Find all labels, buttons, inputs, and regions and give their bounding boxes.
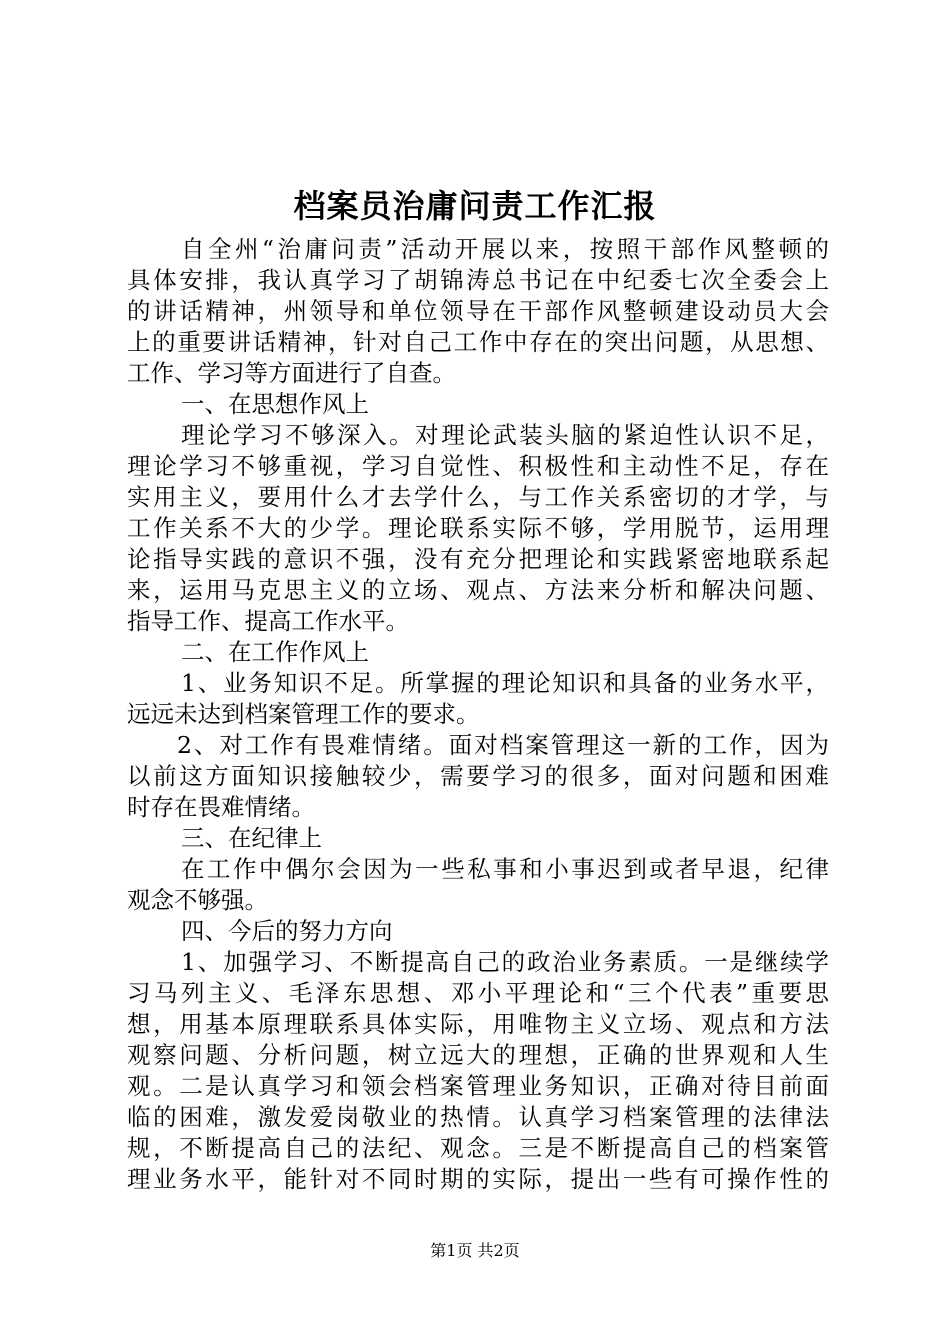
- text-line: 在工作中偶尔会因为一些私事和小事迟到或者早退，纪律: [181, 855, 829, 883]
- text-line: 1、加强学习、不断提高自己的政治业务素质。一是继续学: [181, 948, 829, 976]
- document-title: 档案员治庸问责工作汇报: [293, 187, 657, 225]
- text-line: 理论学习不够重视，学习自觉性、积极性和主动性不足，存在: [127, 452, 829, 480]
- text-line: 自全州“治庸问责”活动开展以来，按照干部作风整顿的: [181, 235, 829, 263]
- text-line: 远远未达到档案管理工作的要求。: [127, 700, 480, 728]
- text-line: 观察问题、分析问题，树立远大的理想，正确的世界观和人生: [127, 1041, 829, 1069]
- text-line: 理论学习不够深入。对理论武装头脑的紧迫性认识不足，: [181, 421, 829, 449]
- text-line: 习马列主义、毛泽东思想、邓小平理论和“三个代表”重要思: [127, 979, 829, 1007]
- text-line: 论指导实践的意识不强，没有充分把理论和实践紧密地联系起: [127, 545, 829, 573]
- text-line: 以前这方面知识接触较少，需要学习的很多，面对问题和困难: [127, 762, 829, 790]
- text-line: 的讲话精神，州领导和单位领导在干部作风整顿建设动员大会: [127, 297, 829, 325]
- section-heading: 四、今后的努力方向: [181, 917, 393, 945]
- text-line: 指导工作、提高工作水平。: [127, 607, 409, 635]
- text-line: 理业务水平，能针对不同时期的实际，提出一些有可操作性的: [127, 1165, 829, 1193]
- text-line: 临的困难，激发爱岗敬业的热情。认真学习档案管理的法律法: [127, 1103, 829, 1131]
- document-body: [127, 234, 829, 1195]
- section-heading: 三、在纪律上: [181, 824, 322, 852]
- section-heading: 二、在工作作风上: [181, 638, 369, 666]
- section-heading: 一、在思想作风上: [181, 390, 369, 418]
- text-line: 观念不够强。: [127, 886, 268, 914]
- page-footer: 第1页 共2页: [430, 1241, 520, 1260]
- text-line: 工作关系不大的少学。理论联系实际不够，学用脱节，运用理: [127, 514, 829, 542]
- text-line: 1、业务知识不足。所掌握的理论知识和具备的业务水平，: [181, 669, 829, 697]
- text-line: 工作、学习等方面进行了自查。: [127, 359, 456, 387]
- text-line: 想，用基本原理联系具体实际，用唯物主义立场、观点和方法: [127, 1010, 829, 1038]
- text-line: 观。二是认真学习和领会档案管理业务知识，正确对待目前面: [127, 1072, 829, 1100]
- text-line: 来，运用马克思主义的立场、观点、方法来分析和解决问题、: [127, 576, 829, 604]
- text-line: 规，不断提高自己的法纪、观念。三是不断提高自己的档案管: [127, 1134, 829, 1162]
- text-line: 具体安排，我认真学习了胡锦涛总书记在中纪委七次全委会上: [127, 266, 829, 294]
- text-line: 实用主义，要用什么才去学什么，与工作关系密切的才学，与: [127, 483, 829, 511]
- text-line: 2、对工作有畏难情绪。面对档案管理这一新的工作，因为: [177, 731, 829, 759]
- text-line: 上的重要讲话精神，针对自己工作中存在的突出问题，从思想、: [127, 328, 829, 356]
- text-line: 时存在畏难情绪。: [127, 793, 315, 821]
